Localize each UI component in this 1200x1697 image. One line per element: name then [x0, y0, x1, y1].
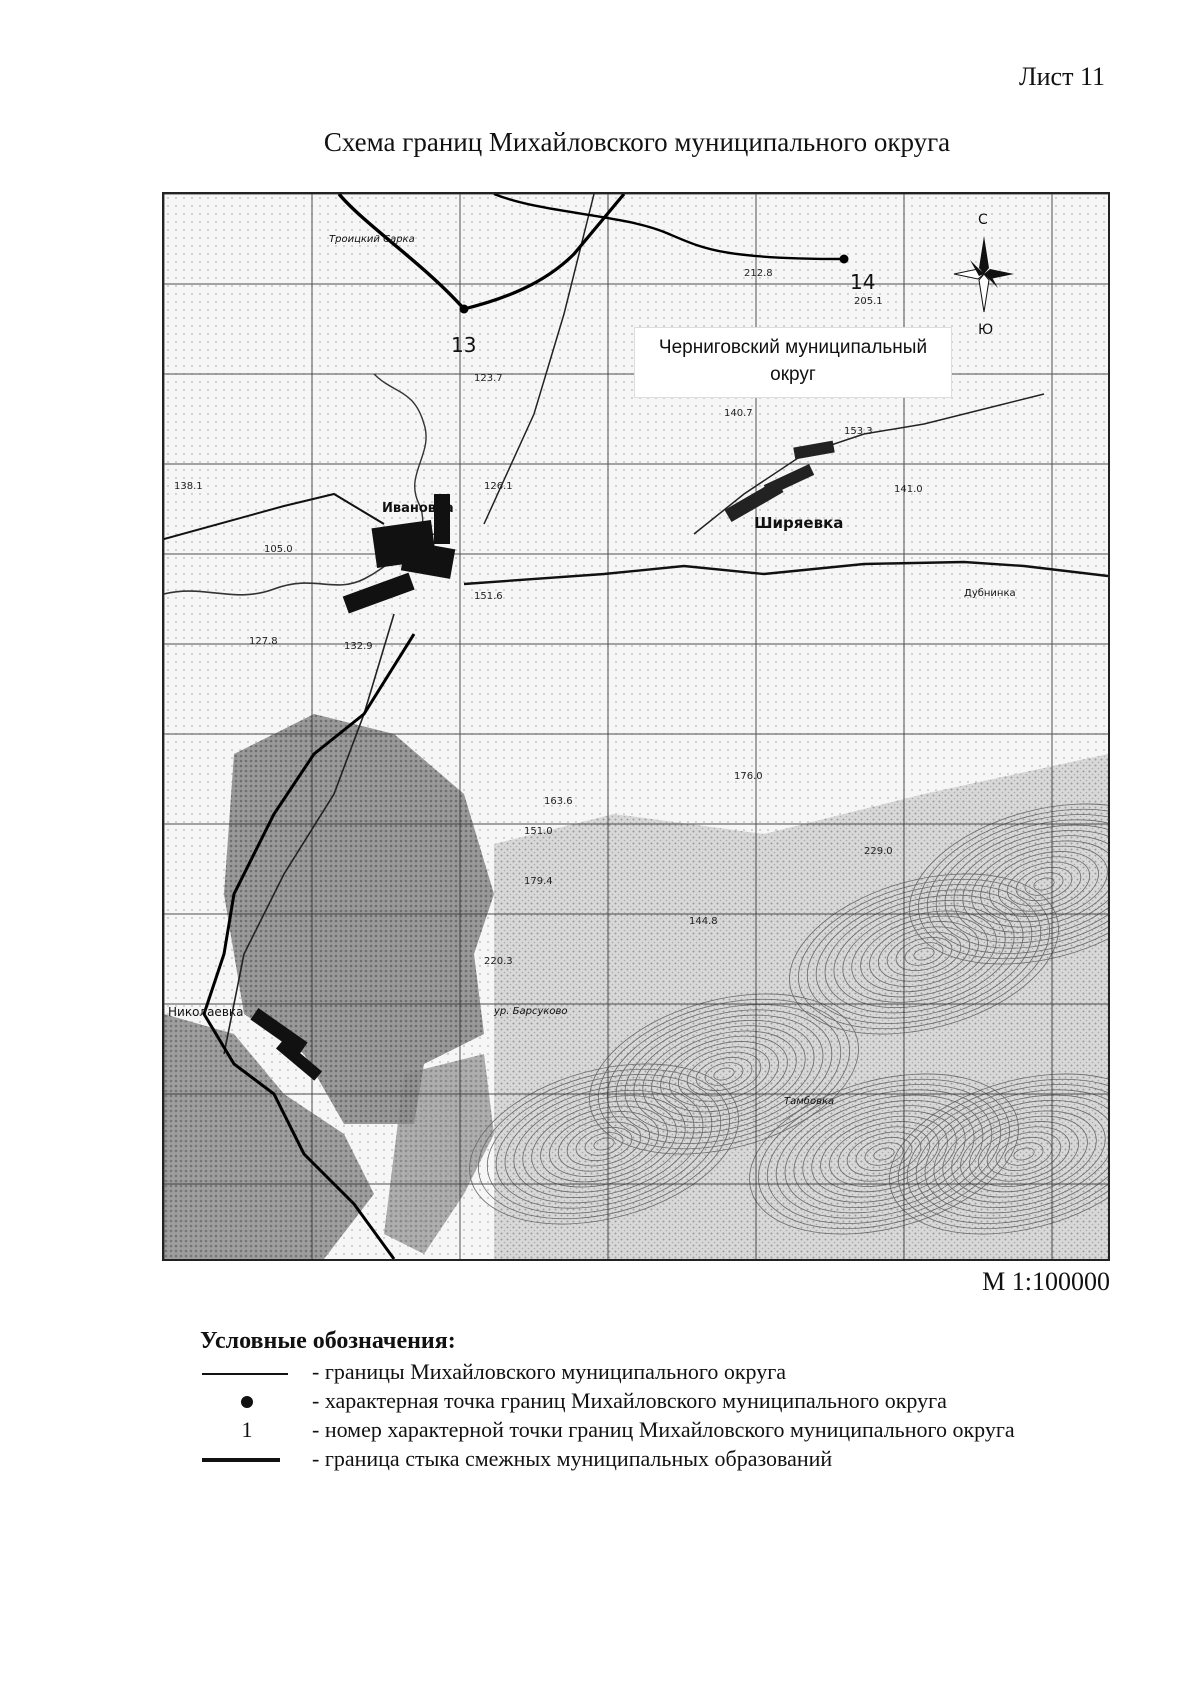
elevation-label: 141.0	[894, 484, 923, 495]
place-name-ivanovka: Ивановка	[382, 501, 454, 516]
legend	[200, 1328, 1120, 1475]
elevation-label: 153.3	[844, 426, 873, 437]
place-name-tambovka: Тамбовка	[784, 1096, 835, 1107]
legend-title: Условные обозначения:	[200, 1328, 456, 1354]
legend-item-label: - граница стыка смежных муниципальных образований	[312, 1446, 833, 1471]
elevation-label: 176.0	[734, 771, 763, 782]
elevation-label: 179.4	[524, 876, 553, 887]
elevation-label: 123.7	[474, 373, 503, 384]
elevation-label: 151.0	[524, 826, 553, 837]
elevation-label: 151.6	[474, 591, 503, 602]
elevation-label: 126.1	[484, 481, 513, 492]
point-number-13: 13	[451, 333, 477, 357]
hill-area	[494, 754, 1108, 1259]
place-name-troitsky: Троицкий Сарка	[329, 234, 415, 245]
elevation-label: 220.3	[484, 956, 513, 967]
legend-item-point	[200, 1388, 1120, 1417]
elevation-label: 140.7	[724, 408, 753, 419]
place-name-dubninka: Дубнинка	[964, 588, 1016, 599]
place-name-shiryaevka: Ширяевка	[754, 514, 844, 532]
legend-item-boundary	[200, 1359, 1120, 1388]
elevation-label: 132.9	[344, 641, 373, 652]
boundary-point-13	[460, 305, 469, 314]
point-number-14: 14	[850, 270, 876, 294]
legend-item-point-number	[200, 1417, 1120, 1446]
boundary-point-14	[840, 255, 849, 264]
elevation-label: 127.8	[249, 636, 278, 647]
point-number-sample: 1	[241, 1417, 253, 1442]
map-frame	[162, 192, 1110, 1261]
legend-item-label: - границы Михайловского муниципального округа	[312, 1359, 787, 1384]
legend-item-label: - характерная точка границ Михайловского муниципального округа	[312, 1388, 947, 1413]
elevation-label: 205.1	[854, 296, 883, 307]
place-name-nikolaevka: Николаевка	[168, 1005, 244, 1019]
compass-south-label: Ю	[978, 322, 994, 338]
elevation-label: 138.1	[174, 481, 203, 492]
page-title: Схема границ Михайловского муниципального округа	[323, 127, 951, 157]
elevation-label: 163.6	[544, 796, 573, 807]
sheet-label: Лист 11	[1019, 62, 1105, 91]
place-name-barsukovo: ур. Барсуково	[494, 1006, 568, 1017]
neighbor-region-label: Черниговский муниципальный округ	[634, 327, 952, 398]
elevation-label: 105.0	[264, 544, 293, 555]
legend-item-label: - номер характерной точки границ Михайловского муниципального округа	[312, 1417, 1015, 1442]
boundary-line-symbol	[200, 1359, 290, 1388]
elevation-label: 212.8	[744, 268, 773, 279]
legend-item-junction	[200, 1446, 1120, 1475]
elevation-label: 229.0	[864, 846, 893, 857]
compass-north-label: С	[978, 212, 988, 228]
junction-line-symbol	[200, 1446, 290, 1475]
point-number-symbol	[200, 1417, 290, 1446]
map-scale: М 1:100000	[982, 1267, 1110, 1296]
elevation-label: 144.8	[689, 916, 718, 927]
point-dot-symbol	[200, 1388, 290, 1417]
